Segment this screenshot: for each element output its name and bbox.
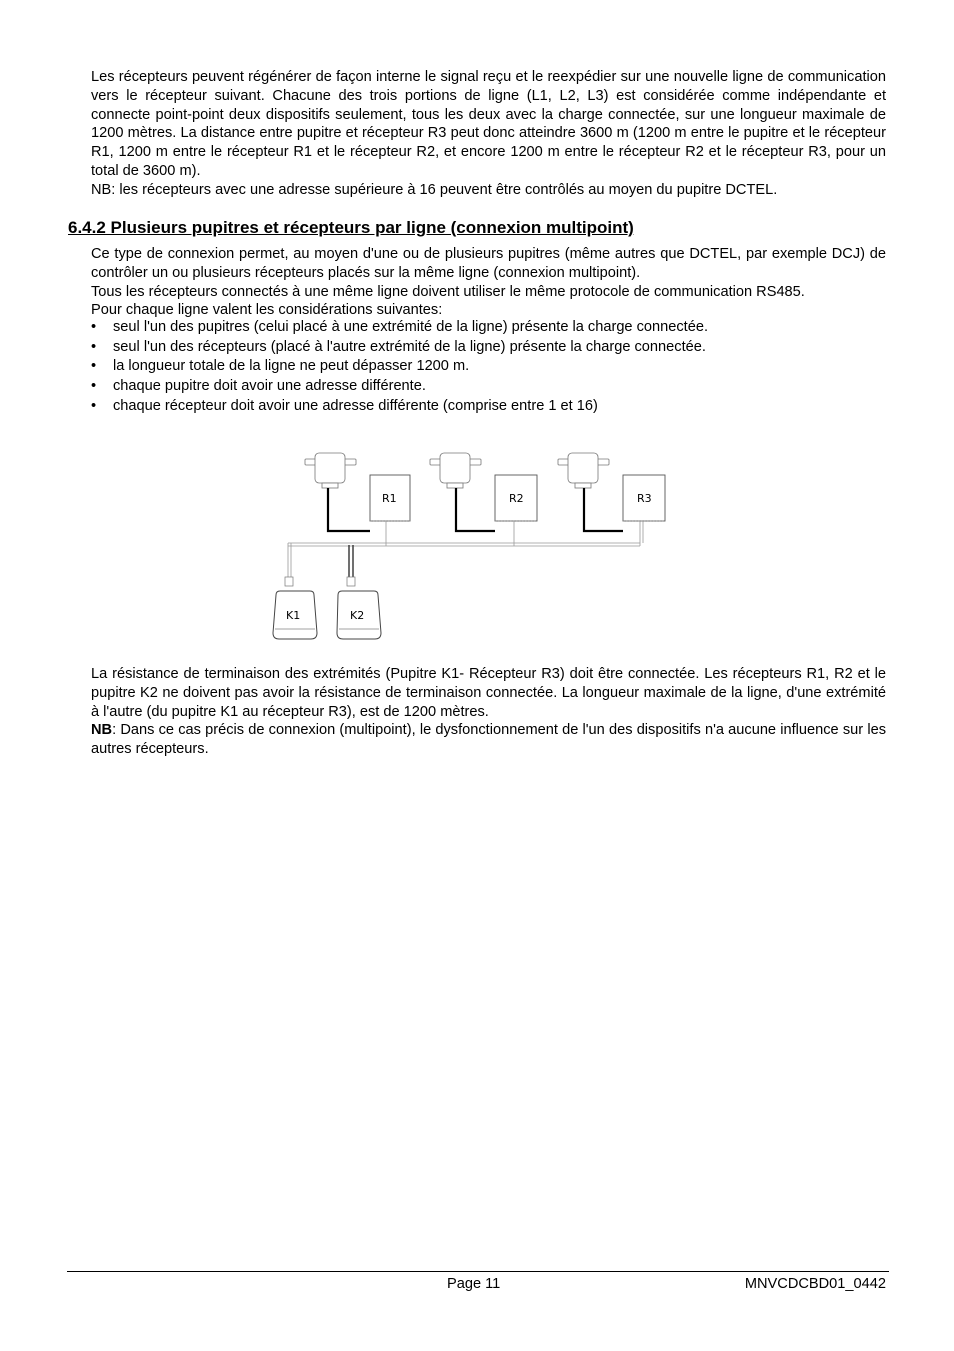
list-item: • seul l'un des récepteurs (placé à l'autre extrémité de la ligne) présente la charge connectée. xyxy=(91,338,886,358)
nb-label: NB xyxy=(91,722,113,738)
list-item: • chaque récepteur doit avoir une adresse différente (comprise entre 1 et 16) xyxy=(91,397,886,417)
keyboard-label: K2 xyxy=(350,609,365,622)
camera-icon xyxy=(305,453,356,488)
nb-text: : Dans ce cas précis de connexion (multipoint), le dysfonctionnement de l'un des dispositifs n'a aucune influence sur les autres récepteurs. xyxy=(91,722,886,757)
list-item: • chaque pupitre doit avoir une adresse différente. xyxy=(91,377,886,397)
receiver-label: R1 xyxy=(382,492,397,505)
closing-note xyxy=(91,721,886,759)
multipoint-connection-diagram xyxy=(260,445,680,645)
receiver-label: R3 xyxy=(637,492,652,505)
section-paragraph-2: Tous les récepteurs connectés à une même ligne doivent utiliser le même protocole de communication RS485. xyxy=(91,284,805,300)
intro-note: NB: les récepteurs avec une adresse supérieure à 16 peuvent être contrôlés au moyen du pupitre DCTEL. xyxy=(91,182,778,198)
section-paragraph-3: Pour chaque ligne valent les considérations suivantes: xyxy=(91,302,443,318)
document-code: MNVCDCBD01_0442 xyxy=(744,1276,886,1292)
footer-divider xyxy=(67,1271,889,1272)
list-item: • la longueur totale de la ligne ne peut dépasser 1200 m. xyxy=(91,357,886,377)
section-paragraph-1: Ce type de connexion permet, au moyen d'une ou de plusieurs pupitres (même autres que DCTEL, par exemple DCJ) de contrôler un ou plusieurs récepteurs placés sur la même ligne (connexion multipoint). xyxy=(91,246,886,281)
camera-icon xyxy=(430,453,481,488)
considerations-list xyxy=(91,318,886,417)
keyboard-label: K1 xyxy=(286,609,301,622)
page-number: Page 11 xyxy=(447,1276,501,1292)
intro-paragraph: Les récepteurs peuvent régénérer de façon interne le signal reçu et le reexpédier sur une nouvelle ligne de communication vers le récepteur suivant. Chacune des trois portions de ligne (L1, L2, L3) est considérée comme indépendante et connecte point-point deux dispositifs seulement, tous les deux avec la charge connectée, sur une longueur maximale de 1200 mètres. La distance entre pupitre et récepteur R3 peut donc atteindre 3600 m (1200 m entre le pupitre et le récepteur R1, 1200 m entre le récepteur R1 et le récepteur R2, et encore 1200 m entre le récepteur R2 et le récepteur R3, pour un total de 3600 m). xyxy=(91,69,886,179)
camera-icon xyxy=(558,453,609,488)
list-item: • seul l'un des pupitres (celui placé à une extrémité de la ligne) présente la charge connectée. xyxy=(91,318,886,338)
receiver-label: R2 xyxy=(509,492,524,505)
section-heading: 6.4.2 Plusieurs pupitres et récepteurs par ligne (connexion multipoint) xyxy=(68,218,634,237)
closing-paragraph: La résistance de terminaison des extrémités (Pupitre K1- Récepteur R3) doit être connectée. Les récepteurs R1, R2 et le pupitre K2 ne doivent pas avoir la résistance de terminaison connectée. La longueur maximale de la ligne, d'une extrémité à l'autre (du pupitre K1 au récepteur R3), est de 1200 mètres. xyxy=(91,666,886,720)
